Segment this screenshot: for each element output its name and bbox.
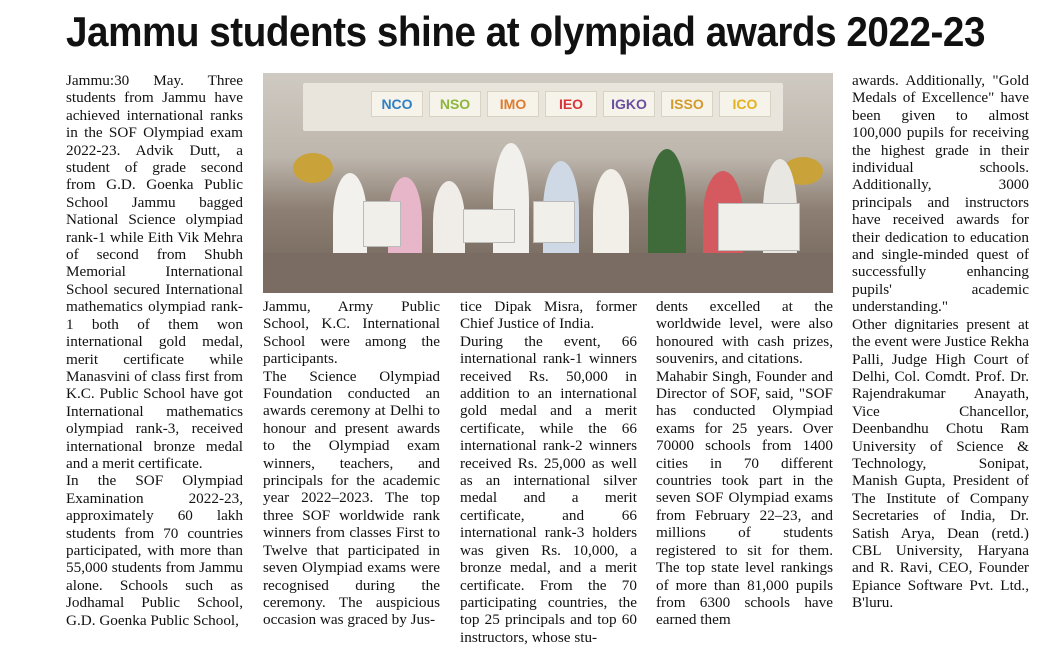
paragraph: dents excelled at the worldwide level, were also honoured with cash prizes, souvenirs, and citations. (656, 298, 833, 368)
paragraph: Jammu, Army Public School, K.C. International School were among the participants. (263, 298, 440, 368)
article-column-5 (852, 72, 1029, 612)
flower-decoration (293, 153, 333, 183)
article-column-1 (66, 72, 243, 629)
paragraph: The Science Olympiad Foundation conducted an awards ceremony at Delhi to honour and present awards to the Olympiad exam winners, teachers, and principals for the academic year 2022–2023. The top three SOF worldwide rank winners from classes First to Twelve that participated in seven Olympiad exams were recognised during the ceremony. The auspicious occasion was graced by Jus- (263, 367, 440, 629)
student-figure (593, 169, 629, 261)
paragraph: Mahabir Singh, Founder and Director of SOF, said, "SOF has conducted Olympiad exams for 25 years. Over 70000 schools from 1400 cities in 70 different countries took part in the seven SOF Olympiad exams from February 22–23, and millions of students registered to sit for them. The top state level rankings of more than 81,000 pupils from 6300 schools have earned them (656, 367, 833, 629)
cheque (718, 203, 800, 251)
article-column-2 (263, 298, 440, 629)
paragraph: Jammu:30 May. Three students from Jammu have achieved international ranks in the SOF Olympiad exam 2022-23. Advik Dutt, a student of grade second from G.D. Goenka Public School Jammu bagged National Science olympiad rank-1 while Eith Vik Mehra of second from Shubh Memorial International School secured International mathematics olympiad rank-1 both of them won international gold medal, merit certificate while Manasvini of class first from K.C. Public School have got International mathematics olympiad rank-3, received international bronze medal and a merit certificate. (66, 72, 243, 472)
paragraph: tice Dipak Misra, former Chief Justice of India. (460, 298, 637, 333)
banner-tile: ISSO (661, 91, 713, 117)
banner-tile: IGKO (603, 91, 655, 117)
banner-tile: NCO (371, 91, 423, 117)
certificate (533, 201, 575, 243)
paragraph: Other dignitaries present at the event were Justice Rekha Palli, Judge High Court of Delhi, Col. Comdt. Prof. Dr. Rajendrakumar Anayath, Vice Chancellor, Deenbandhu Chotu Ram University of Science & Technology, Sonipat, Manish Gupta, President of The Institute of Company Secretaries of India, Dr. Satish Arya, Dean (retd.) CBL University, Haryana and R. Ravi, CEO, Founder Epiance Software Pvt. Ltd., B'luru. (852, 315, 1029, 612)
student-figure (648, 149, 686, 261)
student-figure (433, 181, 465, 261)
banner-tile: NSO (429, 91, 481, 117)
ceremony-photo (263, 73, 833, 293)
article-column-3 (460, 298, 637, 646)
banner-tile: ICO (719, 91, 771, 117)
article-column-4 (656, 298, 833, 629)
student-figure (333, 173, 367, 263)
banner-tile: IEO (545, 91, 597, 117)
student-figure (493, 143, 529, 263)
paragraph: During the event, 66 international rank-1 winners received Rs. 50,000 in addition to an international gold medal and a merit certificate, while the 66 international rank-2 winners received Rs. 25,000 as well as an international silver medal and a merit certificate, and 66 international rank-3 holders was given Rs. 10,000, a bronze medal, and a merit certificate. From the 70 participating countries, the top 25 principals and top 60 instructors, whose stu- (460, 332, 637, 646)
paragraph: awards. Additionally, "Gold Medals of Excellence" have been given to almost 100,000 pupils for receiving the highest grade in their individual schools. Additionally, 3000 principals and instructors have received awards for their dedication to education and single-minded quest of successfully enhancing pupils' academic understanding." (852, 72, 1029, 316)
certificate (463, 209, 515, 243)
certificate (363, 201, 401, 247)
paragraph: In the SOF Olympiad Examination 2022-23, approximately 60 lakh students from 70 countries participated, with more than 55,000 students from Jammu alone. Schools such as Jodhamal Public School, G.D. Goenka Public School, (66, 472, 243, 629)
banner-tile: IMO (487, 91, 539, 117)
headline: Jammu students shine at olympiad awards 2022-23 (66, 8, 985, 55)
stage-floor (263, 253, 833, 293)
